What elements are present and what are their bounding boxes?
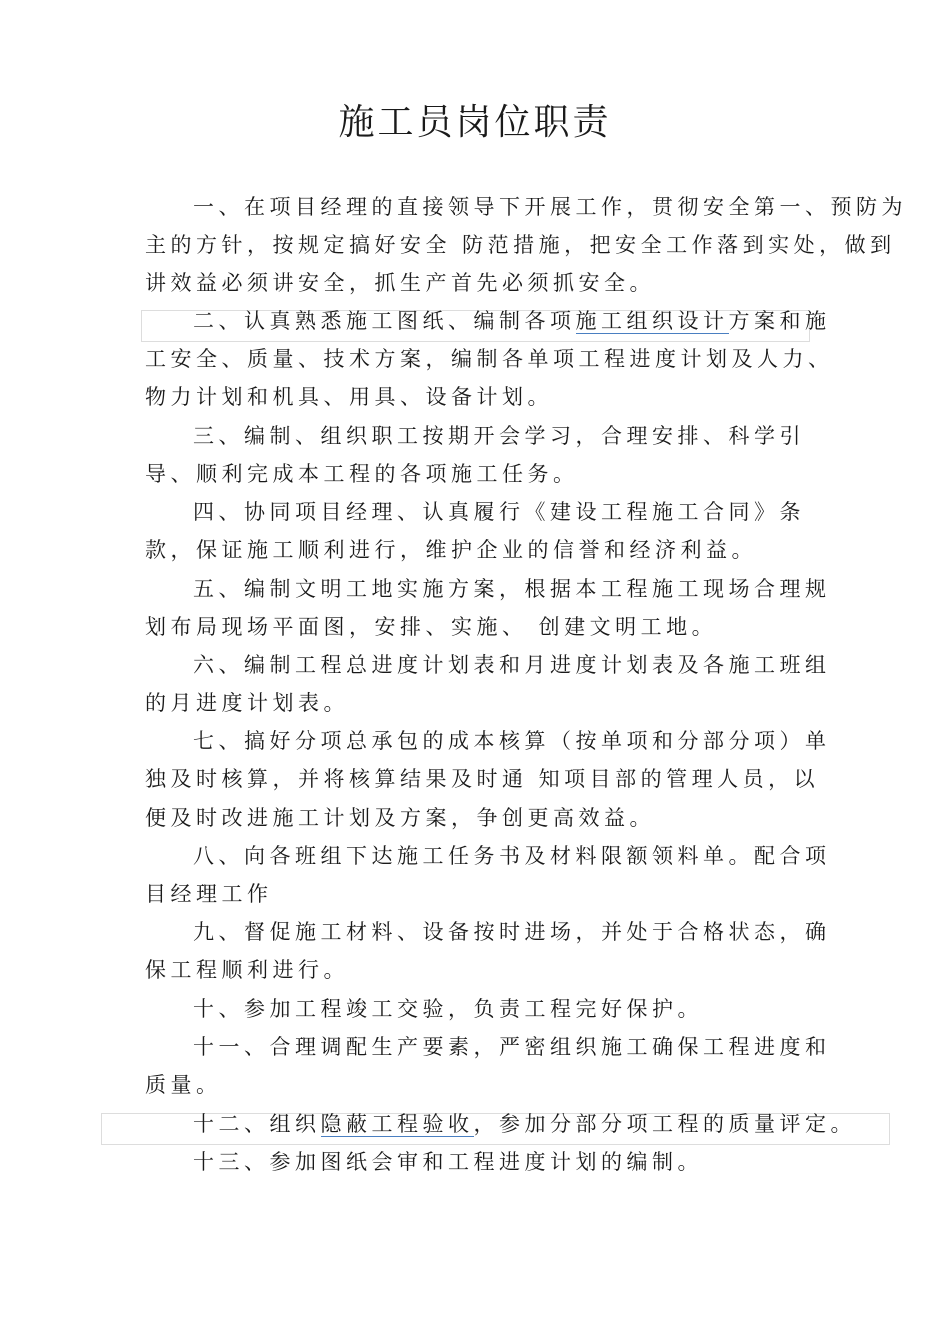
clause-1-line-2: 主的方针，按规定搞好安全 防范措施，把安全工作落到实处，做到 [145,233,896,257]
clause-7-line-1: 七、搞好分项总承包的成本核算（按单项和分部分项）单 [193,729,831,753]
clause-13-line-1: 十三、参加图纸会审和工程进度计划的编制。 [193,1150,703,1174]
clause-2-line-3: 物力计划和机具、用具、设备计划。 [145,385,553,409]
clause-9-line-2: 保工程顺利进行。 [145,958,349,982]
clause-1-line-3: 讲效益必须讲安全，抓生产首先必须抓安全。 [145,271,655,295]
clause-11-line-2: 质量。 [145,1073,222,1097]
clause-12-line-1 [193,1105,856,1143]
document-title: 施工员岗位职责 [338,102,612,143]
clause-6-line-1: 六、编制工程总进度计划表和月进度计划表及各施工班组 [193,653,831,677]
clause-3-line-1: 三、编制、组织职工按期开会学习，合理安排、科学引 [193,424,805,448]
clause-8-line-2: 目经理工作 [145,882,273,906]
construction-organization-design-link[interactable]: 施工组织设计 [575,309,729,333]
clause-8-line-1: 八、向各班组下达施工任务书及材料限额领料单。配合项 [193,844,831,868]
clause-1-line-1: 一、在项目经理的直接领导下开展工作，贯彻安全第一、预防为 [193,195,907,219]
clause-2-text-before-link: 二、认真熟悉施工图纸、编制各项 [193,309,576,333]
clause-2-line-1 [193,302,831,340]
clause-7-line-2: 独及时核算，并将核算结果及时通 知项目部的管理人员，以 [145,767,820,791]
clause-2-text-after-link: 方案和施 [728,309,831,333]
clause-7-line-3: 便及时改进施工计划及方案，争创更高效益。 [145,806,655,830]
clause-9-line-1: 九、督促施工材料、设备按时进场，并处于合格状态，确 [193,920,831,944]
clause-4-line-2: 款，保证施工顺利进行，维护企业的信誉和经济利益。 [145,538,757,562]
clause-6-line-2: 的月进度计划表。 [145,691,349,715]
clause-11-line-1: 十一、合理调配生产要素，严密组织施工确保工程进度和 [193,1035,831,1059]
clause-3-line-2: 导、顺利完成本工程的各项施工任务。 [145,462,579,486]
clause-5-line-1: 五、编制文明工地实施方案，根据本工程施工现场合理规 [193,577,831,601]
clause-5-line-2: 划布局现场平面图，安排、实施、 创建文明工地。 [145,615,718,639]
clause-2-line-2: 工安全、质量、技术方案，编制各单项工程进度计划及人力、 [145,347,834,371]
concealed-works-acceptance-link[interactable]: 隐蔽工程验收 [320,1112,474,1136]
clause-4-line-1: 四、协同项目经理、认真履行《建设工程施工合同》条 [193,500,805,524]
clause-12-text-before-link: 十二、组织 [193,1112,321,1136]
clause-10-line-1: 十、参加工程竣工交验，负责工程完好保护。 [193,997,703,1021]
clause-12-text-after-link: ，参加分部分项工程的质量评定。 [473,1112,856,1136]
